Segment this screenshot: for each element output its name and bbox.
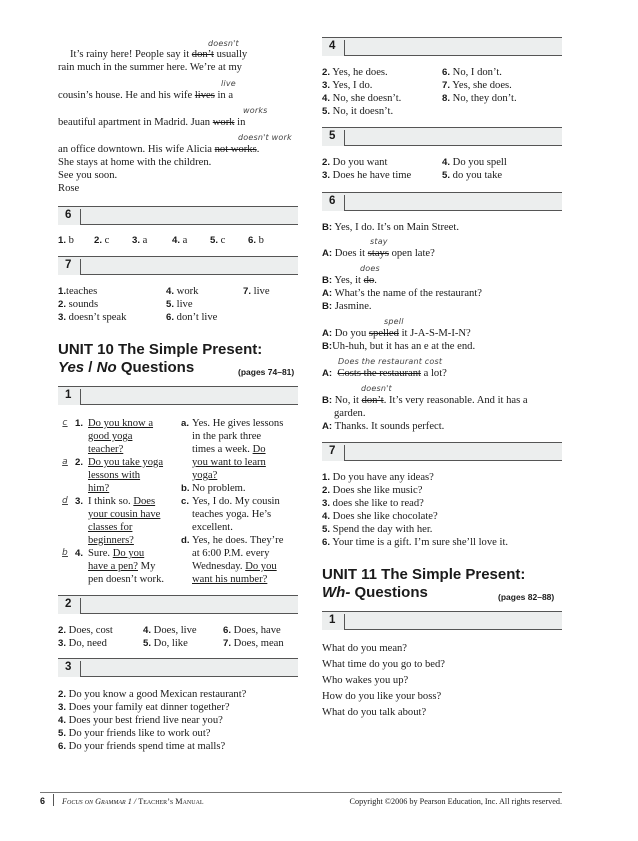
- section-header-1: 1: [58, 386, 298, 405]
- dialogue-line: garden.: [334, 408, 366, 419]
- list-item: What do you talk about?: [322, 707, 427, 718]
- section-header-7: 7: [322, 442, 562, 461]
- list-item: 6. Your time is a gift. I’m sure she’ll love it.: [322, 537, 509, 548]
- section-header-7: 7: [58, 256, 298, 275]
- handwritten-correction: does: [360, 264, 380, 273]
- list-item: 3. does she like to read?: [322, 498, 424, 509]
- letter-line-5: an office downtown. His wife Alicia not works.: [58, 144, 260, 155]
- list-item: 2. Do you know a good Mexican restaurant?: [58, 689, 247, 700]
- unit-10-subtitle: Yes / No Questions: [58, 359, 195, 376]
- list-item: Who wakes you up?: [322, 675, 409, 686]
- dialogue-line: B: Yes, it do.: [322, 275, 377, 286]
- letter-line-4: beautiful apartment in Madrid. Juan work in: [58, 117, 246, 128]
- list-item: 3. Does your family eat dinner together?: [58, 702, 230, 713]
- dialogue-line: A: Costs the restaurant a lot?: [322, 368, 447, 379]
- page-footer: [40, 792, 562, 807]
- dialogue-line: A: Does it stays open late?: [322, 248, 435, 259]
- handwritten-correction: spell: [384, 317, 404, 326]
- footer-divider: [53, 794, 54, 806]
- unit-11-subtitle: Wh- Questions: [322, 584, 428, 601]
- section-header-5: 5: [322, 127, 562, 146]
- handwritten-correction: doesn't work: [238, 133, 292, 142]
- handwritten-answer: d: [62, 496, 68, 506]
- copyright: Copyright ©2006 by Pearson Education, Inc. All rights reserved.: [349, 797, 562, 806]
- section-header-1: 1: [322, 611, 562, 630]
- unit-10-pages: (pages 74–81): [238, 367, 295, 377]
- section-header-2: 2: [58, 595, 298, 614]
- handwritten-answer: b: [62, 548, 68, 558]
- dialogue-line: A: Do you spelled it J-A-S-M-I-N?: [322, 328, 471, 339]
- handwritten-correction: doesn't: [361, 384, 392, 393]
- handwritten-correction: live: [221, 79, 236, 88]
- list-item: How do you like your boss?: [322, 691, 442, 702]
- dialogue-line: B:Uh-huh, but it has an e at the end.: [322, 341, 476, 352]
- list-item: 5. Spend the day with her.: [322, 524, 433, 535]
- dialogue-line: B: No, it don’t. It’s very reasonable. And it has a: [322, 395, 528, 406]
- section-header-4: 4: [322, 37, 562, 56]
- list-item: 4. Does she like chocolate?: [322, 511, 438, 522]
- list-item: 5. Do your friends like to work out?: [58, 728, 211, 739]
- section-header-6: 6: [58, 206, 298, 225]
- dialogue-line: A: Thanks. It sounds perfect.: [322, 421, 445, 432]
- dialogue-line: B: Yes, I do. It’s on Main Street.: [322, 222, 459, 233]
- list-item: 6. Do your friends spend time at malls?: [58, 741, 226, 752]
- handwritten-correction: works: [243, 106, 268, 115]
- handwritten-correction: Does the restaurant cost: [338, 357, 443, 366]
- letter-line-8: Rose: [58, 183, 80, 194]
- dialogue-line: A: What’s the name of the restaurant?: [322, 288, 482, 299]
- list-item: 4. Does your best friend live near you?: [58, 715, 223, 726]
- unit-10-title: UNIT 10 The Simple Present:: [58, 341, 263, 358]
- section-header-3: 3: [58, 658, 298, 677]
- handwritten-answer: c: [62, 418, 68, 428]
- unit-11-pages: (pages 82–88): [498, 592, 555, 602]
- book-title: Focus on Grammar 1 / Teacher’s Manual: [62, 797, 204, 806]
- list-item: What time do you go to bed?: [322, 659, 445, 670]
- section-header-6: 6: [322, 192, 562, 211]
- handwritten-correction: stay: [370, 237, 388, 246]
- handwritten-correction: doesn't: [208, 39, 239, 48]
- letter-line-1: It’s rainy here! People say it don’t usually: [70, 49, 248, 60]
- letter-line-7: See you soon.: [58, 170, 118, 181]
- letter-line-2: rain much in the summer here. We’re at my: [58, 62, 242, 73]
- unit-11-title: UNIT 11 The Simple Present:: [322, 566, 526, 583]
- letter-line-3: cousin’s house. He and his wife lives in a: [58, 90, 234, 101]
- list-item: 1. Do you have any ideas?: [322, 472, 434, 483]
- page-number: 6: [40, 796, 46, 806]
- list-item: 2. Does she like music?: [322, 485, 423, 496]
- letter-line-6: She stays at home with the children.: [58, 157, 212, 168]
- list-item: What do you mean?: [322, 643, 408, 654]
- dialogue-line: B: Jasmine.: [322, 301, 372, 312]
- handwritten-answer: a: [62, 457, 68, 467]
